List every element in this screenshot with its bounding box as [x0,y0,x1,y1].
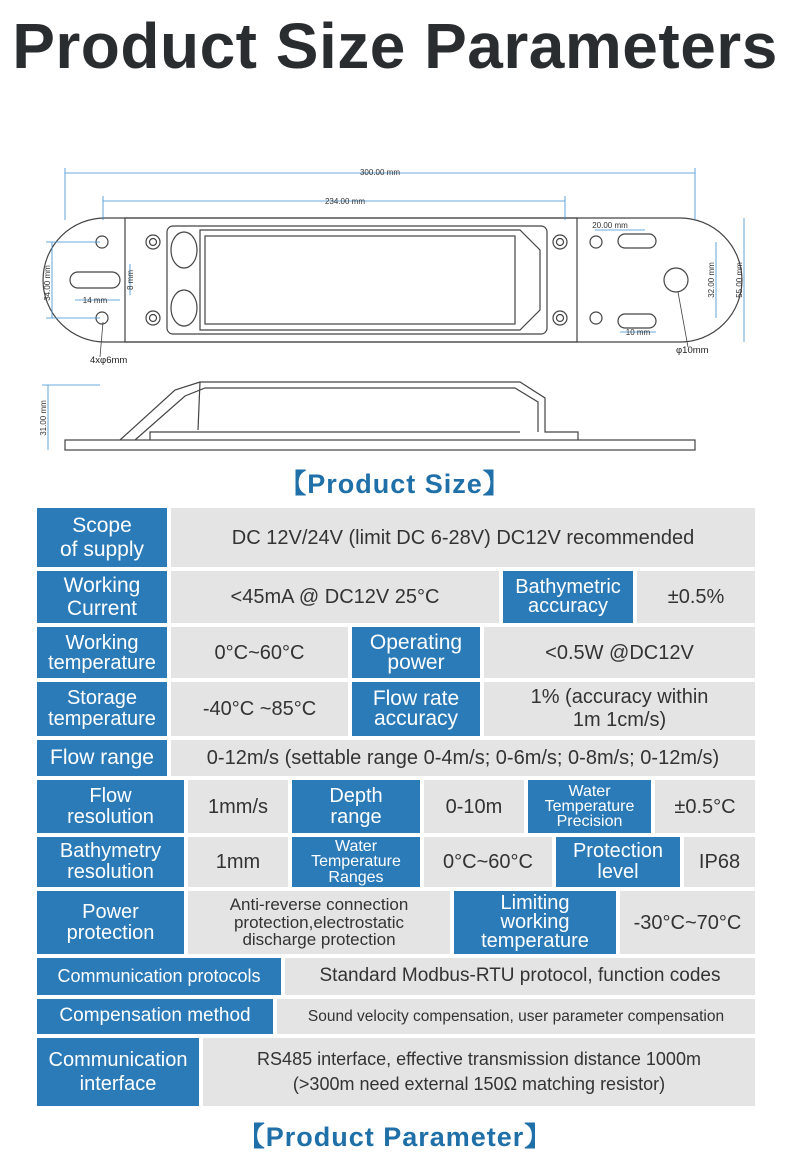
label-compensation-method: Compensation method [37,999,273,1034]
label-hole: φ10mm [676,345,709,356]
label-working-temperature: Working temperature [37,627,167,678]
dim-tab-width: 20.00 mm [592,221,628,230]
label-power-protection: Power protection [37,891,184,954]
table-row [37,740,755,776]
value-flow-resolution: 1mm/s [188,780,288,833]
transducer-1 [171,232,197,268]
dim-slot-length: 14 mm [82,296,108,305]
label-working-current: Working Current [37,571,167,623]
transducer-2 [171,290,197,326]
label-bathymetry-resolution: Bathymetry resolution [37,837,184,887]
table-row [37,837,755,887]
dim-left-height: 34.00 mm [43,265,52,301]
cable-hole [664,268,688,292]
table-row [37,1038,755,1106]
label-communication-interface: Communication interface [37,1038,199,1106]
value-storage-temperature: -40°C ~85°C [171,682,348,736]
value-bathymetry-resolution: 1mm [188,837,288,887]
dim-slot-width: 8 mm [126,270,135,290]
dim-side-height: 31.00 mm [39,400,48,436]
value-flow-rate-accuracy: 1% (accuracy within 1m 1cm/s) [484,682,755,736]
label-storage-temperature: Storage temperature [37,682,167,736]
dimension-drawing [0,160,790,460]
value-depth-range: 0-10m [424,780,524,833]
table-row [37,999,755,1034]
value-working-temperature: 0°C~60°C [171,627,348,678]
value-water-temperature-precision: ±0.5°C [655,780,755,833]
table-row [37,571,755,623]
dim-inner-length: 234.00 mm [324,197,366,206]
label-water-temperature-precision: Water Temperature Precision [528,780,651,833]
label-bathymetric-accuracy: Bathymetric accuracy [503,571,633,623]
label-operating-power: Operating power [352,627,480,678]
dim-overall-length: 300.00 mm [359,168,401,177]
label-scope-of-supply: Scope of supply [37,508,167,567]
value-working-current: <45mA @ DC12V 25°C [171,571,499,623]
value-bathymetric-accuracy: ±0.5% [637,571,755,623]
value-flow-range: 0-12m/s (settable range 0-4m/s; 0-6m/s; 0-8m/s; 0-12m/s) [171,740,755,776]
table-row [37,627,755,678]
table-row [37,780,755,833]
table-row [37,958,755,995]
label-flow-resolution: Flow resolution [37,780,184,833]
table-row [37,508,755,567]
value-water-temperature-ranges: 0°C~60°C [424,837,552,887]
label-water-temperature-ranges: Water Temperature Ranges [292,837,420,887]
sensor-housing [167,226,547,334]
label-flow-rate-accuracy: Flow rate accuracy [352,682,480,736]
value-limiting-working-temperature: -30°C~70°C [620,891,755,954]
value-communication-interface: RS485 interface, effective transmission distance 1000m (>300m need external 150Ω matching resistor) [203,1038,755,1106]
value-compensation-method: Sound velocity compensation, user parameter compensation [277,999,755,1034]
sensor-window [205,236,515,324]
value-power-protection: Anti-reverse connection protection,electrostatic discharge protection [188,891,450,954]
table-row [37,891,755,954]
label-communication-protocols: Communication protocols [37,958,281,995]
section-product-parameter: 【Product Parameter】 [237,1122,553,1152]
right-slot-1 [618,234,656,248]
table-row [37,682,755,736]
dim-right-inner: 32.00 mm [707,262,716,298]
side-view [65,382,695,450]
sensor-top [200,230,540,330]
label-depth-range: Depth range [292,780,420,833]
value-communication-protocols: Standard Modbus-RTU protocol, function codes [285,958,755,995]
right-slot-2 [618,314,656,328]
value-protection-level: IP68 [684,837,755,887]
value-operating-power: <0.5W @DC12V [484,627,755,678]
label-protection-level: Protection level [556,837,680,887]
label-flow-range: Flow range [37,740,167,776]
dim-total-width: 55.00 mm [735,262,744,298]
label-holes: 4xφ6mm [90,355,128,366]
dim-right-slot: 10 mm [625,328,651,337]
dimension-drawing-svg [0,160,790,460]
value-scope-of-supply: DC 12V/24V (limit DC 6-28V) DC12V recommended [171,508,755,567]
page-title: Product Size Parameters [12,10,778,82]
section-product-size: 【Product Size】 [279,469,511,499]
left-slot [70,272,120,288]
label-limiting-working-temperature: Limiting working temperature [454,891,616,954]
